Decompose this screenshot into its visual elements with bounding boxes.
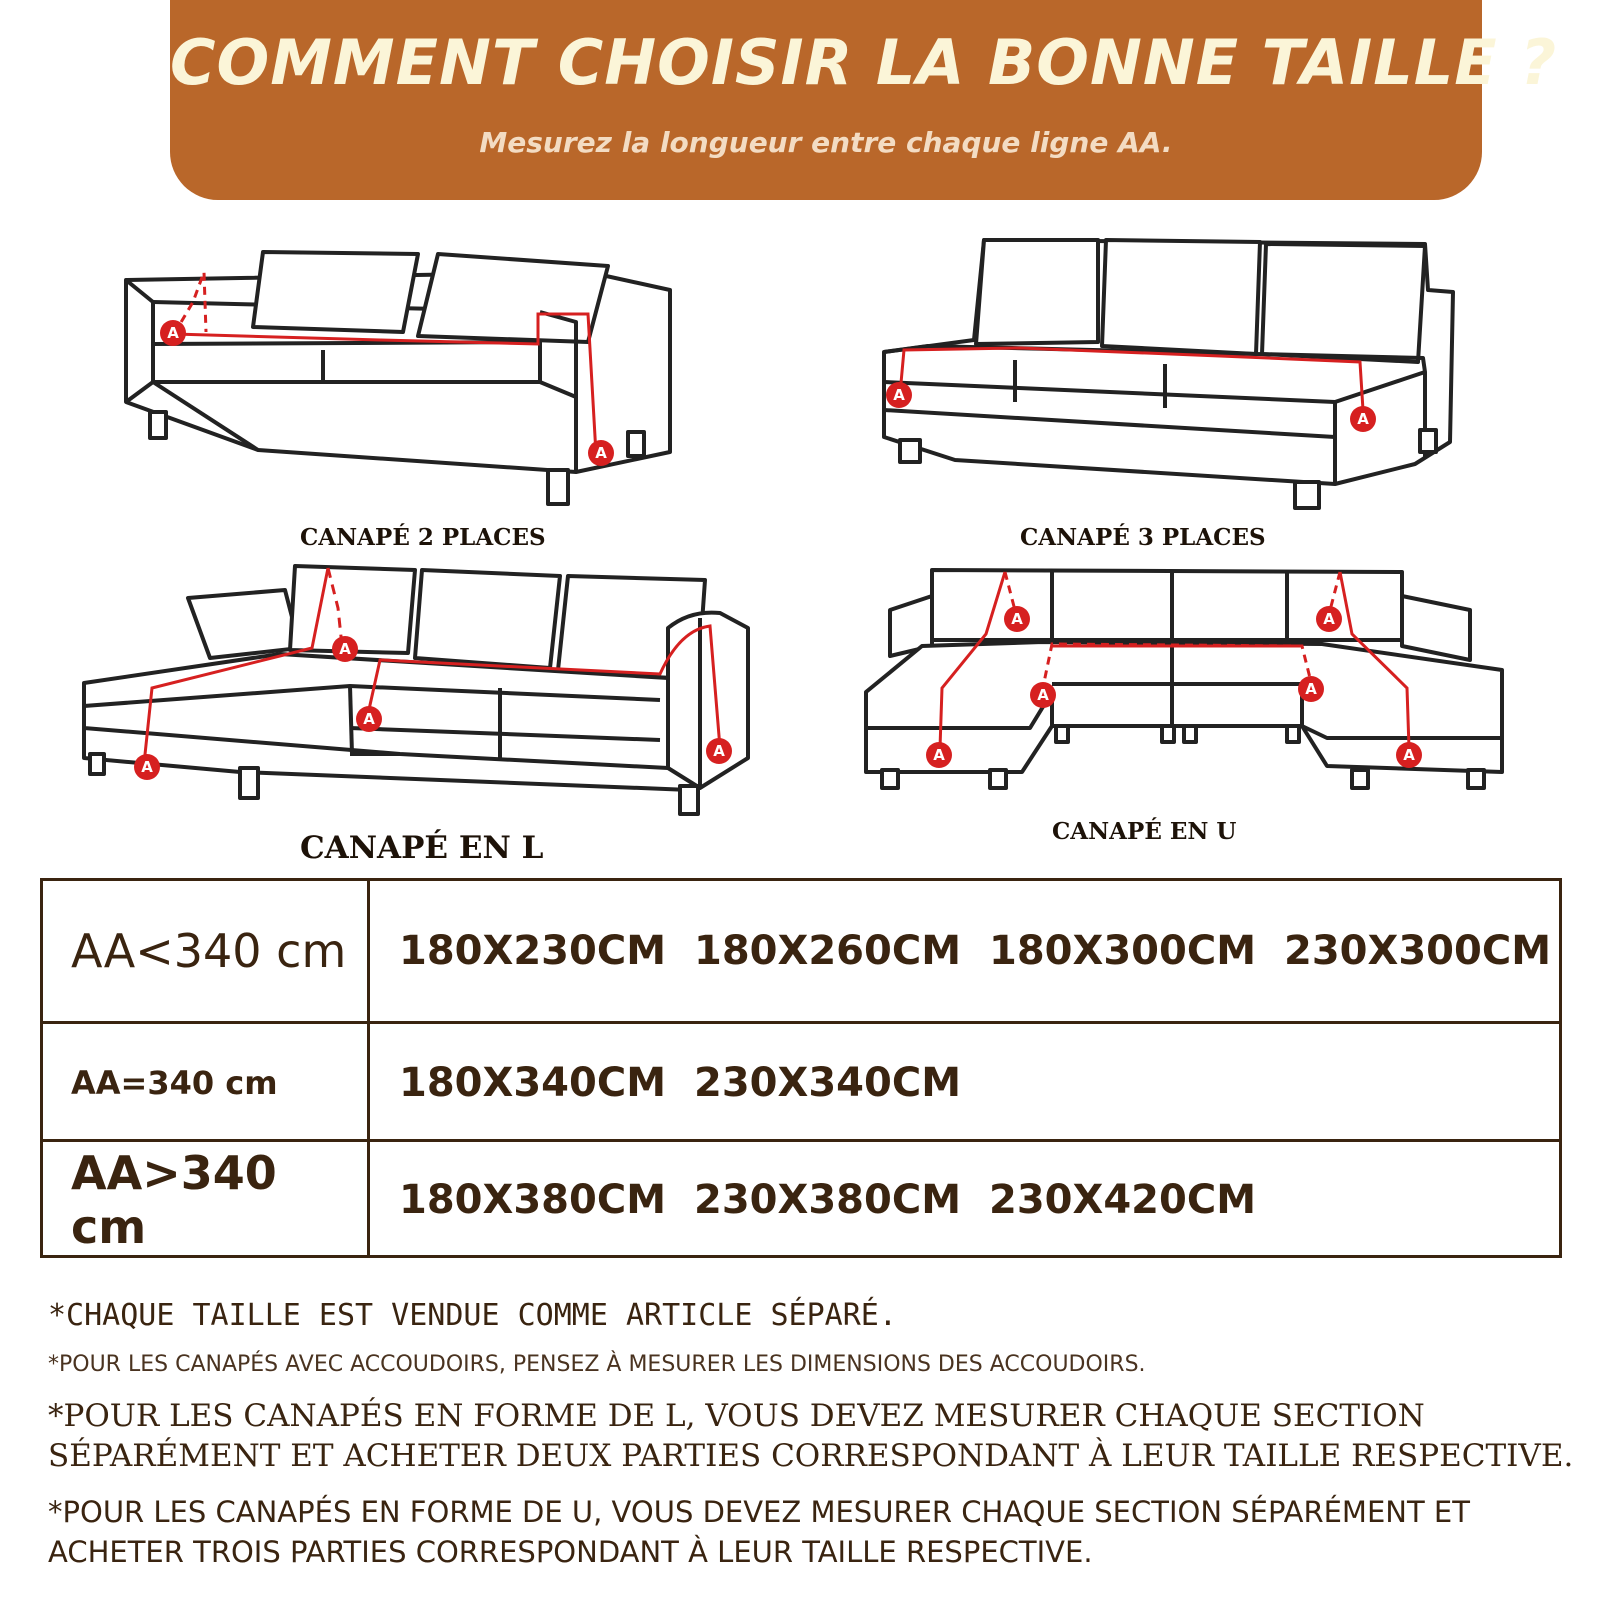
- marker-a-icon: A: [1298, 676, 1324, 702]
- note-armrests: *POUR LES CANAPÉS AVEC ACCOUDOIRS, PENSEZ À MESURER LES DIMENSIONS DES ACCOUDOIRS.: [48, 1352, 1146, 1377]
- size-value: 180X260CM: [694, 928, 961, 974]
- note-u-shape: [48, 1492, 1470, 1572]
- marker-a-icon: A: [356, 706, 382, 732]
- size-value: 180X340CM: [399, 1060, 666, 1106]
- size-table: [40, 878, 1562, 1258]
- page-subtitle: Mesurez la longueur entre chaque ligne AA.: [479, 126, 1173, 159]
- marker-a-icon: A: [1030, 682, 1056, 708]
- marker-a-icon: A: [1350, 406, 1376, 432]
- marker-a-icon: A: [1396, 742, 1422, 768]
- size-row: [43, 881, 1559, 1021]
- size-row-values: [373, 881, 1559, 1021]
- note-separate-sale: *CHAQUE TAILLE EST VENDUE COMME ARTICLE SÉPARÉ.: [48, 1298, 897, 1333]
- marker-a-icon: A: [160, 320, 186, 346]
- size-row: [43, 1021, 1559, 1142]
- marker-a-icon: A: [886, 382, 912, 408]
- note-u-shape-line-2: ACHETER TROIS PARTIES CORRESPONDANT À LEUR TAILLE RESPECTIVE.: [48, 1535, 1093, 1569]
- note-l-shape-line-1: *POUR LES CANAPÉS EN FORME DE L, VOUS DEVEZ MESURER CHAQUE SECTION: [48, 1398, 1425, 1434]
- size-row-label: AA<340 cm: [43, 881, 370, 1021]
- note-l-shape: [48, 1396, 1573, 1476]
- size-value: 180X230CM: [399, 928, 666, 974]
- size-value: 230X340CM: [694, 1060, 961, 1106]
- caption-2-places: CANAPÉ 2 PLACES: [300, 524, 546, 551]
- size-value: 230X300CM: [1284, 928, 1551, 974]
- sofa-2-places-illustration: [118, 232, 698, 522]
- marker-a-icon: A: [134, 754, 160, 780]
- size-value: 180X300CM: [989, 928, 1256, 974]
- note-u-shape-line-1: *POUR LES CANAPÉS EN FORME DE U, VOUS DEVEZ MESURER CHAQUE SECTION SÉPARÉMENT ET: [48, 1495, 1470, 1529]
- page-title: COMMENT CHOISIR LA BONNE TAILLE ?: [170, 26, 1558, 99]
- marker-a-icon: A: [706, 738, 732, 764]
- caption-en-u: CANAPÉ EN U: [1052, 818, 1237, 845]
- size-row-label: AA>340 cm: [43, 1142, 370, 1258]
- size-row: [43, 1139, 1559, 1258]
- size-row-values: [373, 1024, 1559, 1142]
- marker-a-icon: A: [926, 742, 952, 768]
- size-row-values: [373, 1142, 1559, 1258]
- caption-3-places: CANAPÉ 3 PLACES: [1020, 524, 1266, 551]
- size-row-label: AA=340 cm: [43, 1024, 370, 1142]
- marker-a-icon: A: [1316, 606, 1342, 632]
- caption-en-l: CANAPÉ EN L: [300, 830, 544, 866]
- marker-a-icon: A: [1004, 606, 1030, 632]
- header-banner: [170, 0, 1558, 200]
- size-value: 180X380CM: [399, 1177, 666, 1223]
- marker-a-icon: A: [332, 636, 358, 662]
- marker-a-icon: A: [588, 440, 614, 466]
- size-value: 230X380CM: [694, 1177, 961, 1223]
- sofa-en-l-illustration: [80, 558, 770, 833]
- note-l-shape-line-2: SÉPARÉMENT ET ACHETER DEUX PARTIES CORRESPONDANT À LEUR TAILLE RESPECTIVE.: [48, 1438, 1574, 1474]
- size-value: 230X420CM: [989, 1177, 1256, 1223]
- sofa-en-u-illustration: [862, 566, 1542, 806]
- sofa-3-places-illustration: [880, 232, 1460, 522]
